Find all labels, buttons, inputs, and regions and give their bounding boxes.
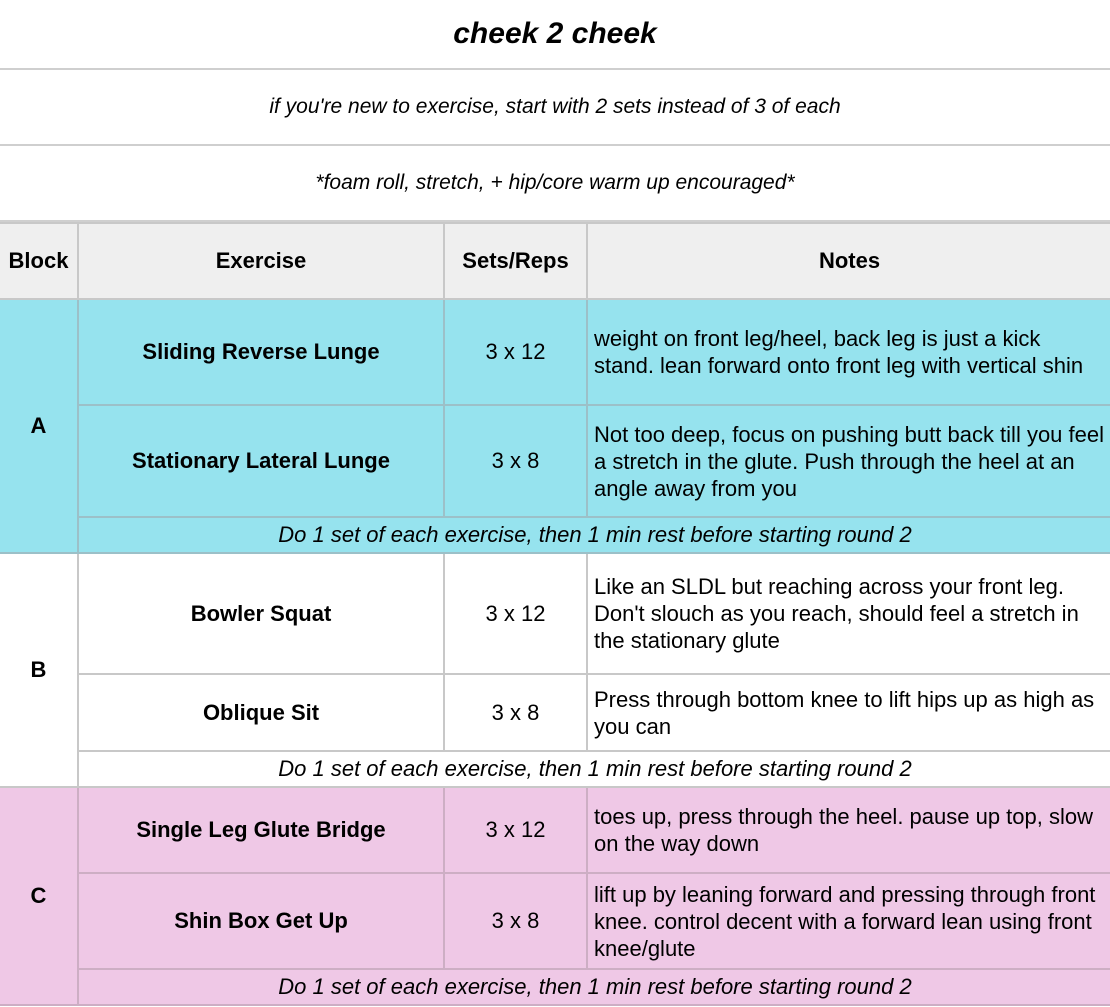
exercise-name: Stationary Lateral Lunge <box>78 405 444 517</box>
exercise-notes: Like an SLDL but reaching across your front leg. Don't slouch as you reach, should feel a stretch in the stationary glute <box>587 553 1110 674</box>
table-row <box>0 299 1110 405</box>
page-title: cheek 2 cheek <box>0 0 1110 70</box>
header-block: Block <box>0 223 78 299</box>
exercise-name: Bowler Squat <box>78 553 444 674</box>
rest-instruction: Do 1 set of each exercise, then 1 min rest before starting round 2 <box>78 517 1110 553</box>
exercise-notes: weight on front leg/heel, back leg is just a kick stand. lean forward onto front leg with vertical shin <box>587 299 1110 405</box>
exercise-notes: Press through bottom knee to lift hips up as high as you can <box>587 674 1110 751</box>
exercise-name: Oblique Sit <box>78 674 444 751</box>
exercise-notes: lift up by leaning forward and pressing through front knee. control decent with a forward lean using front knee/glute <box>587 873 1110 969</box>
exercise-name: Single Leg Glute Bridge <box>78 787 444 873</box>
table-row <box>0 405 1110 517</box>
workout-table <box>0 222 1110 1006</box>
block-label-c: C <box>0 787 78 1005</box>
rest-row <box>0 751 1110 787</box>
rest-instruction: Do 1 set of each exercise, then 1 min rest before starting round 2 <box>78 751 1110 787</box>
header-exercise: Exercise <box>78 223 444 299</box>
header-notes: Notes <box>587 223 1110 299</box>
sets-reps: 3 x 8 <box>444 405 587 517</box>
sets-reps: 3 x 8 <box>444 674 587 751</box>
warmup-note: *foam roll, stretch, + hip/core warm up encouraged* <box>0 146 1110 222</box>
exercise-notes: toes up, press through the heel. pause up top, slow on the way down <box>587 787 1110 873</box>
sets-reps: 3 x 12 <box>444 299 587 405</box>
header-sets: Sets/Reps <box>444 223 587 299</box>
exercise-name: Sliding Reverse Lunge <box>78 299 444 405</box>
exercise-name: Shin Box Get Up <box>78 873 444 969</box>
table-row <box>0 553 1110 674</box>
sets-reps: 3 x 12 <box>444 787 587 873</box>
beginner-note: if you're new to exercise, start with 2 sets instead of 3 of each <box>0 70 1110 146</box>
table-row <box>0 873 1110 969</box>
table-row <box>0 787 1110 873</box>
table-header-row <box>0 223 1110 299</box>
sets-reps: 3 x 8 <box>444 873 587 969</box>
rest-instruction: Do 1 set of each exercise, then 1 min rest before starting round 2 <box>78 969 1110 1005</box>
block-label-a: A <box>0 299 78 553</box>
rest-row <box>0 969 1110 1005</box>
sets-reps: 3 x 12 <box>444 553 587 674</box>
table-row <box>0 674 1110 751</box>
rest-row <box>0 517 1110 553</box>
block-label-b: B <box>0 553 78 787</box>
exercise-notes: Not too deep, focus on pushing butt back till you feel a stretch in the glute. Push through the heel at an angle away from you <box>587 405 1110 517</box>
